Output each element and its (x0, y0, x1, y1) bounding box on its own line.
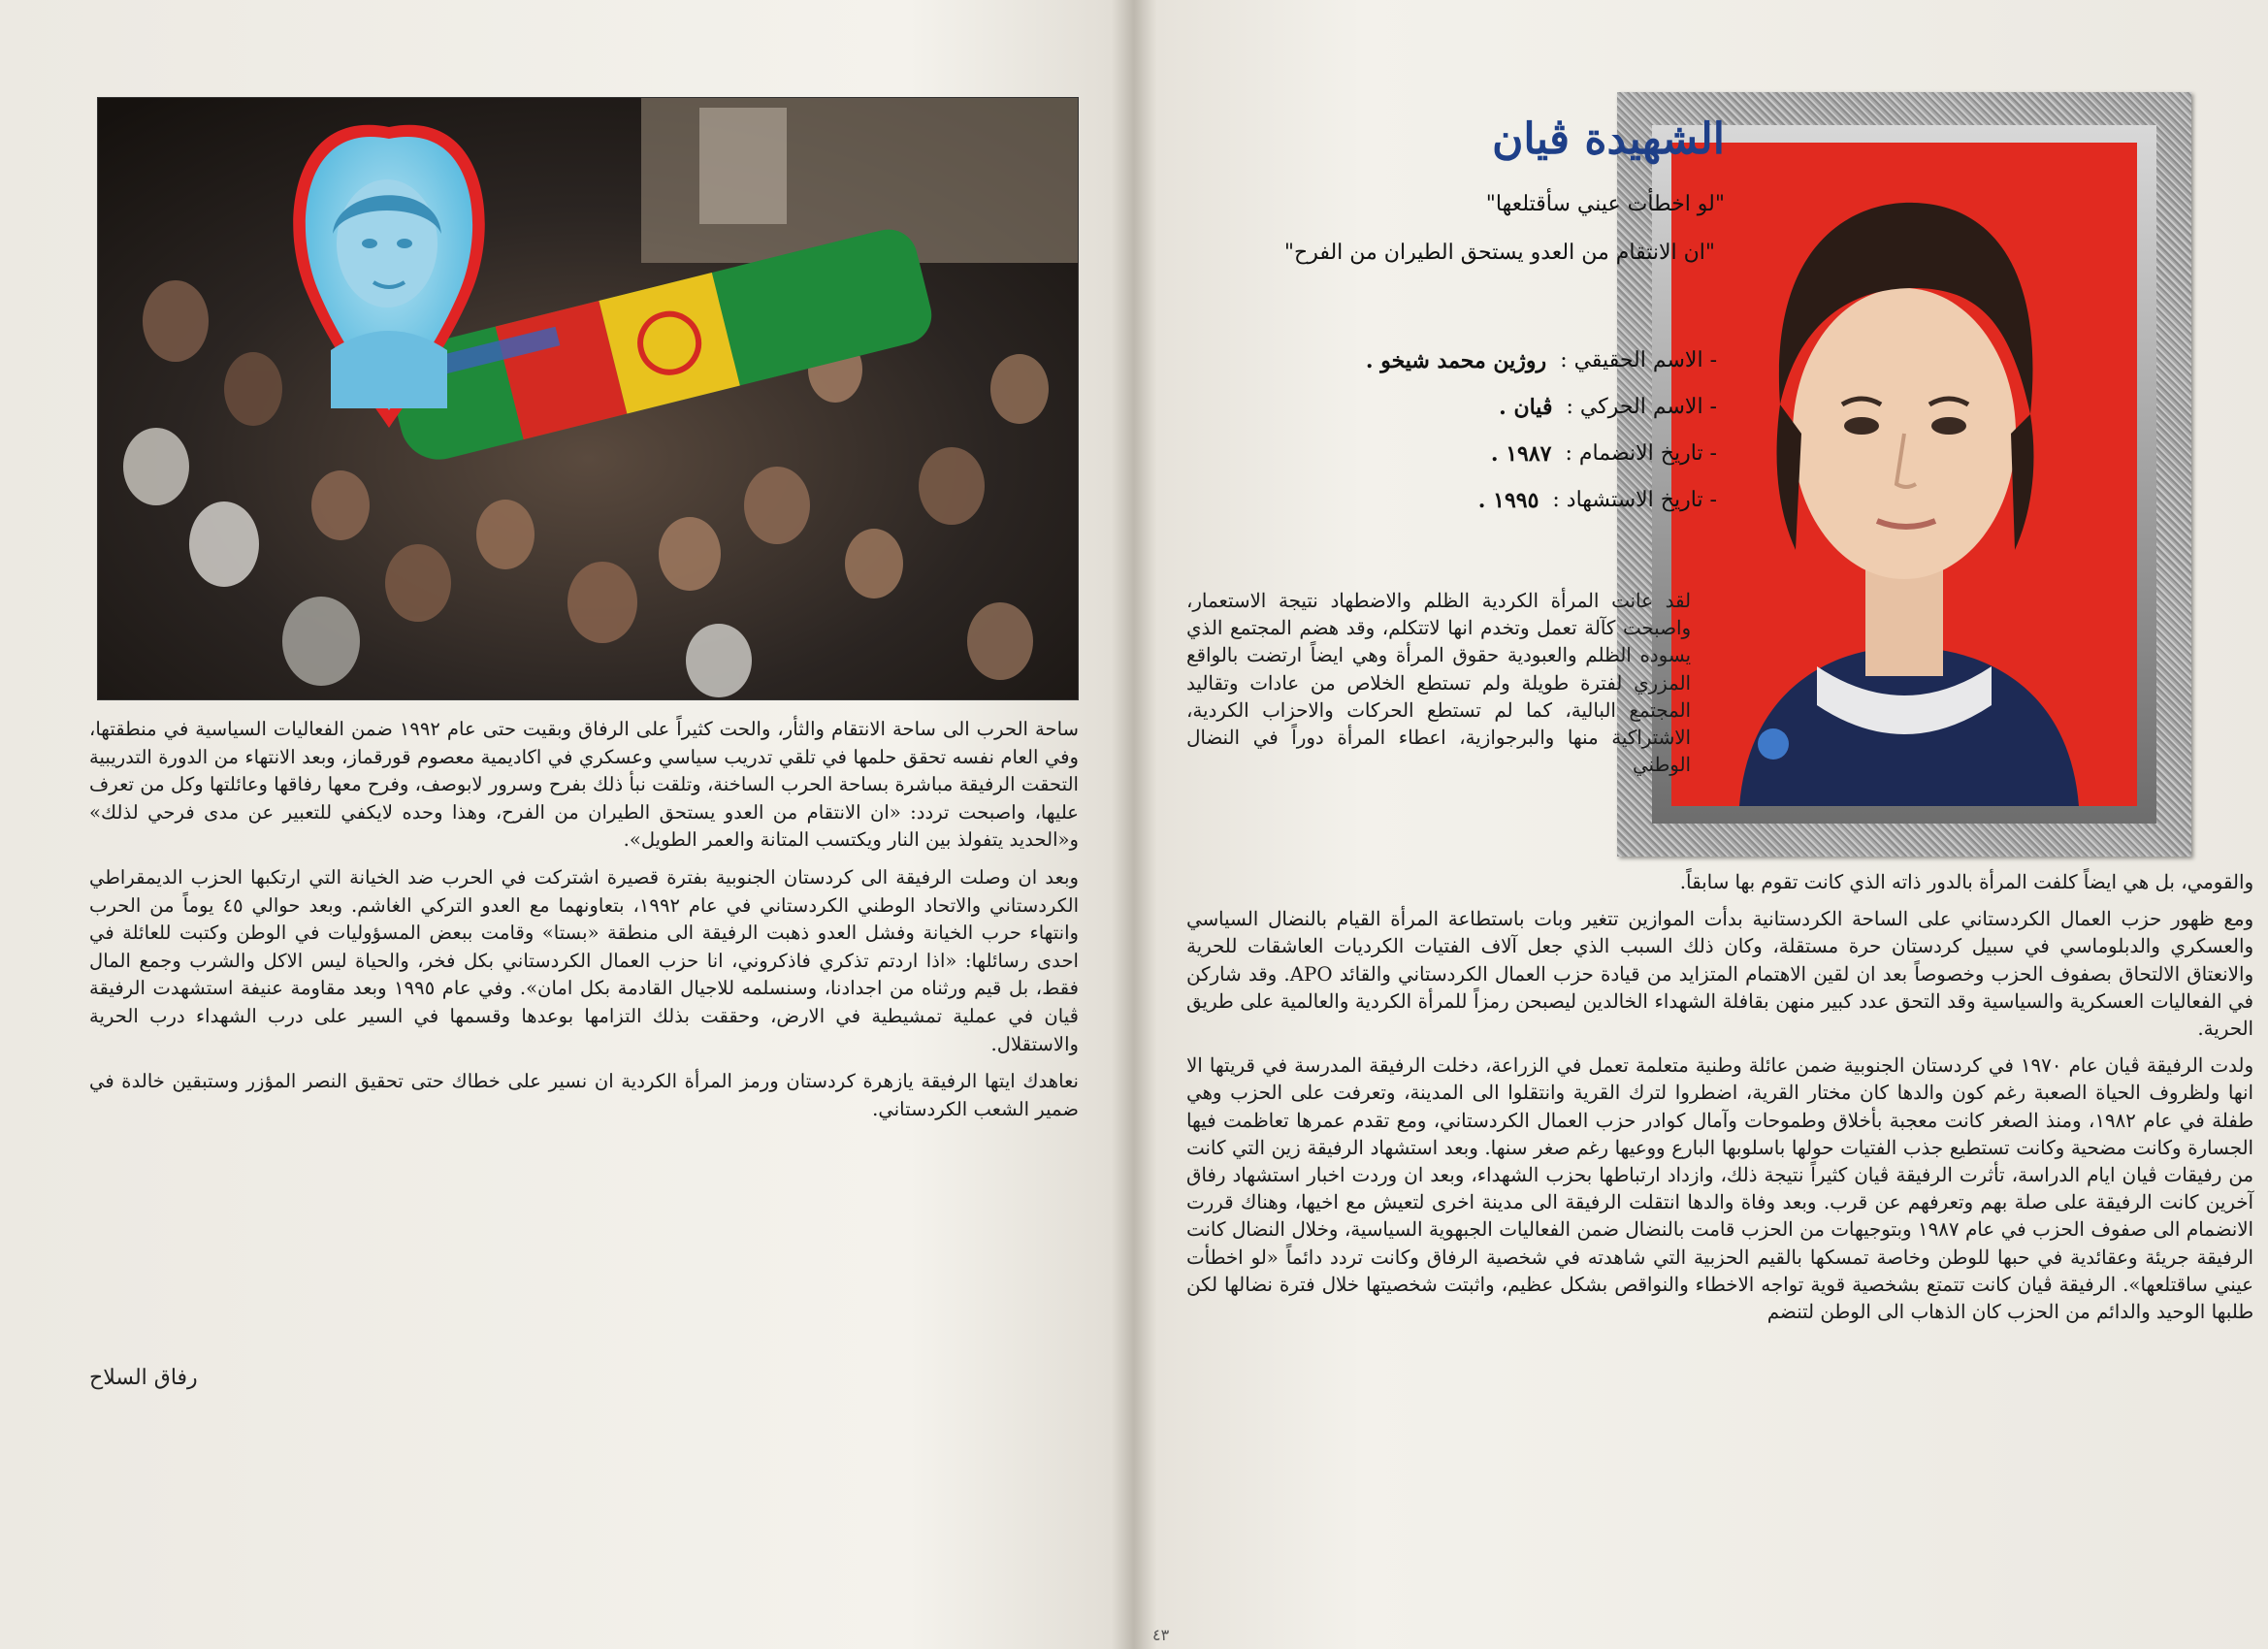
info-label: - تاريخ الاستشهاد : (1552, 488, 1717, 512)
signature: رفاق السلاح (89, 1366, 198, 1390)
info-row-death-date (1366, 477, 1717, 524)
funeral-crowd-image (98, 98, 1078, 699)
info-label: - تاريخ الانضمام : (1565, 441, 1717, 466)
info-value: ١٩٨٧ . (1490, 441, 1552, 467)
quote-first: "لو اخطأت عيني سأقتلعها" (1485, 192, 1725, 216)
info-row-join-date (1366, 431, 1717, 477)
info-label: - الاسم الحركي : (1566, 395, 1717, 419)
page-title: الشهيدة ڤيان (1492, 114, 1725, 164)
portrait-image (1671, 143, 2137, 806)
quote-second: "ان الانتقام من العدو يستحق الطيران من الفرح" (1283, 241, 1715, 265)
right-page (1134, 0, 2268, 1649)
funeral-photo (97, 97, 1079, 700)
right-intro-text: لقد عانت المرأة الكردية الظلم والاضطهاد نتيجة الاستعمار، واصبحت كآلة تعمل وتخدم انها لاتتكلم، وقد هضم المجتمع الذي يسوده الظلم والعبودية حقوق المرأة وهي ايضاً ارتضت بالواقع المزري لفترة طويلة ولم تستطع الخلاص من عادات وتقاليد المجتمع البالية، كما لم تستطع الحركات والاحزاب الكردية، الاشتراكية منها والبرجوازية، اعطاء المرأة دوراً في النضال الوطني (1186, 590, 1691, 777)
info-row-real-name (1366, 338, 1717, 384)
info-row-code-name (1366, 384, 1717, 431)
info-value: ١٩٩٥ . (1477, 488, 1539, 513)
left-paragraph-1: ساحة الحرب الى ساحة الانتقام والثأر، والحت كثيراً على الرفاق وبقيت حتى عام ١٩٩٢ ضمن الفعاليات السياسية في منطقتها، وفي العام نفسه تحقق حلمها في تلقي تدريب سياسي وعسكري في اكاديمية معصوم قورقماز، وبعد الانتهاء من الدورة التدريبية التحقت الرفيقة مباشرة بساحة الحرب الساخنة، وتلقت نبأ ذلك بفرح وسرور لابوصف، وفرح معها رفاقها وعائلتها وكل من تعرف عليها، واصبحت تردد: «ان الانتقام من العدو يستحق الطيران من الفرح، وهذا وحده لايكفي للتعبير عن مدى فرحي لذلك» و«الحديد يتفولذ بين النار ويكتسب المتانة والعمر الطويل». (89, 718, 1079, 852)
right-paragraph-2: ومع ظهور حزب العمال الكردستاني على الساحة الكردستانية بدأت الموازين تتغير وبات باستطاعة المرأة القيام بالنضال السياسي والعسكري والدبلوماسي في سبيل كردستان حرة مستقلة، وكان ذلك السبب الذي جعل آلاف الفتيات الكرديات العاشقات للحرية والانعتاق الالتحاق بصفوف الحزب وخصوصاً بعد ان لقين الاهتمام المتزايد من قيادة حزب العمال الكردستاني والقائد APO. وقد شاركن في الفعاليات العسكرية والسياسية وقد التحق عدد كبير منهن بقافلة الشهداء الخالدين ليصبحن رمزاً للمرأة الكردية والعالمية على طريق الحرية. (1186, 908, 2253, 1041)
right-paragraph-1: والقومي، بل هي ايضاً كلفت المرأة بالدور ذاته الذي كانت تقوم بها سابقاً. (1679, 871, 2253, 893)
left-body-text (89, 716, 1079, 1133)
bio-info (1366, 338, 1717, 524)
info-label: - الاسم الحقيقي : (1560, 348, 1717, 372)
info-value: روژين محمد شيخو . (1365, 348, 1547, 373)
page-number: ٤٣ (1152, 1626, 1170, 1644)
right-paragraph-3: ولدت الرفيقة ڤيان عام ١٩٧٠ في كردستان الجنوبية ضمن عائلة وطنية متعلمة تعمل في الزراعة، دخلت الرفيقة المدرسة في قريتها الا انها ولظروف الحياة الصعبة رغم كون والدها كان مختار القرية، اضطروا لترك القرية وانتقلوا الى المدينة، وتعرفت على الحزب وهي طفلة في عام ١٩٨٢، ومنذ الصغر كانت معجبة بأخلاق وطموحات وآمال كوادر حزب العمال الكردستاني، ومع تقدم عمرها تعاظمت فيها الجسارة وكانت مضحية وكانت تستطيع جذب الفتيات حولها باسلوبها البارع ووعيها رغم صغر سنها. وبعد استشهاد الرفيقة زين التي كانت من رفيقات ڤيان ايام الدراسة، تأثرت الرفيقة ڤيان كثيراً نتيجة ذلك، وازداد ارتباطها بحزب الشهداء، وبعد ان وردت اخبار استشهاد رفاق آخرين كانت الرفيقة على صلة بهم وتعرفهم عن قرب. وبعد وفاة والدها انتقلت الرفيقة الى مدينة اخرى لتعيش مع اخيها، وهناك قررت الانضمام الى صفوف الحزب في عام ١٩٨٧ وبتوجيهات من الحزب قامت بالنضال ضمن الفعاليات الجبهوية السياسية، وخلال النضال كانت الرفيقة جريئة وعقائدية في حبها للوطن وخاصة تمسكها بالقيم الحزبية التي شاهدته في شخصية الرفاق وكانت تردد دائماً «لو اخطأت عيني ساقتلعها». الرفيقة ڤيان كانت تتمتع بشخصية قوية تواجه الاخطاء والنواقص بشكل عظيم، واثبتت شخصيتها خلال فترة نضالها لكن طلبها الوحيد والدائم من الحزب كان الذهاب الى الوطن لتنضم (1186, 1054, 2254, 1324)
right-body-text (1186, 869, 2253, 1336)
left-paragraph-3: نعاهدك ايتها الرفيقة يازهرة كردستان ورمز المرأة الكردية ان نسير على خطاك حتى تحقيق النصر المؤزر وستبقين خالدة في ضمير الشعب الكردستاني. (89, 1070, 1079, 1120)
info-value: ڤيان . (1499, 395, 1553, 420)
left-paragraph-2: وبعد ان وصلت الرفيقة الى كردستان الجنوبية بفترة قصيرة اشتركت في الحرب ضد الخيانة التي ارتكبها الحزب الديمقراطي الكردستاني والاتحاد الوطني الكردستاني في عام ١٩٩٢، بتعاونهما مع العدو التركي الغاشم. وبعد حوالي ٤٥ يوماً من الحرب وانتهاء حرب الخيانة وفشل العدو ذهبت الرفيقة الى منطقة «بستا» وقامت ببعض المسؤوليات في الوطن وكتبت للعائلة في احدى رسائلها: «اذا اردتم تذكري فاذكروني، انا حزب العمال الكردستاني بكل فخر، والحياة ليس الاكل والشرب وجمع المال فقط، بل قيم ورثناه من اجدادنا، وسنسلمه للاجيال القادمة بكل امان». وفي عام ١٩٩٥ وبعد مقاومة عنيفة استشهدت الرفيقة ڤيان في عملية تمشيطية في الارض، وحققت بذلك التزامها بوعدها وقسمها في السير على درب الشهداء درب الحرية والاستقلال. (89, 865, 1080, 1055)
portrait-photo (1671, 143, 2137, 806)
